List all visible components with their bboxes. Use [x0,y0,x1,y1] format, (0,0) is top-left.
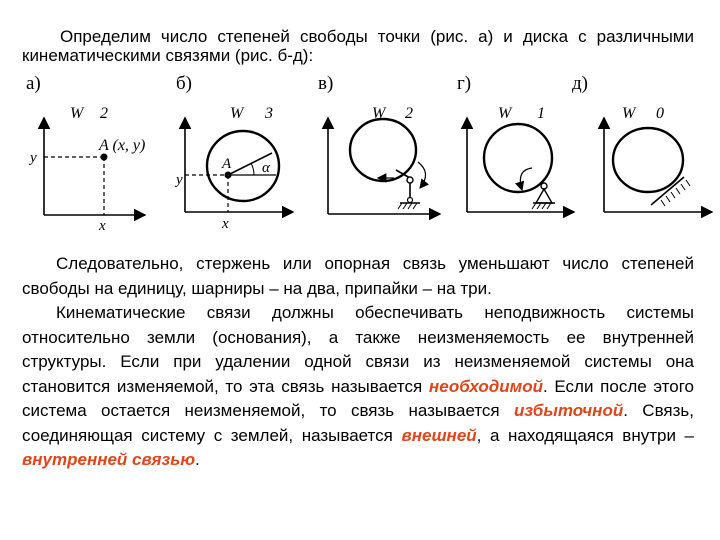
p2-part4: , а находящаяся внутри – [476,425,694,445]
figure-label-a: а) [26,73,41,94]
w-label: W [70,105,84,122]
point-label: A [222,156,232,172]
term-internal: внутренней связью [22,450,196,469]
figure-label-d: д) [572,73,588,94]
x-label: x [99,218,106,234]
intro-paragraph: Определим число степеней свободы точки (рис. а) и диска с различными кинематическими связями (рис. б-д): [22,27,694,65]
w-label: W [622,105,636,122]
rotation-arrow [520,168,532,190]
term-external: внешней [401,425,477,445]
p2-part2: . Если после этого система остается неизменяемой, то связь называется [22,376,695,420]
pin-support [536,189,552,203]
p2-part5: . [195,450,200,469]
x-label: x [222,216,229,232]
disk [350,119,416,181]
w-value: 3 [265,105,273,122]
figure-a [28,105,145,234]
p2-part1: Кинематические связи должны обеспечивать неподвижность системы относительно земли (основания), а также неизменяемость ее внутренней структуры. Если при удалении одной связи из неизменяемой системы она становится изменяемой, то эта связь называется [22,303,694,396]
p2-part3: . Связь, соединяющая систему с землей, называется [22,401,694,445]
rotation-arrow [418,162,426,188]
point-a [101,154,108,161]
body-text [22,252,694,473]
w-value: 0 [656,105,664,122]
figure-g [467,105,574,212]
paragraph-1: Следовательно, стержень или опорная связь уменьшают число степеней свободы на единицу, шарниры – на два, припайки – на три. [22,254,694,298]
disk [484,124,552,192]
y-label: y [176,172,183,188]
w-label: W [498,105,512,122]
w-value: 2 [100,105,108,122]
paragraph-2 [22,301,694,473]
ground-hatch [398,203,417,209]
w-label: W [372,105,386,122]
w-value: 2 [405,105,413,122]
w-label: W [230,105,244,122]
figure-v [328,105,440,214]
ground-hinge [408,198,413,203]
point-label: A (x, y) [99,137,146,154]
angle-label: α [262,160,270,176]
figure-d [604,105,712,212]
term-redundant: избыточной [513,401,624,420]
w-value: 1 [537,105,545,122]
point-a [225,172,232,179]
ground-hatch [532,203,551,209]
figure-b [174,105,293,232]
disk [613,128,683,192]
y-label: y [30,150,37,166]
figures-panel [0,90,720,238]
figure-label-b: б) [176,73,192,94]
figure-label-v: в) [318,73,334,94]
angle-arc [251,163,254,175]
term-necessary: необходимой [428,376,543,396]
hinge [407,177,413,183]
figure-label-g: г) [457,73,472,94]
